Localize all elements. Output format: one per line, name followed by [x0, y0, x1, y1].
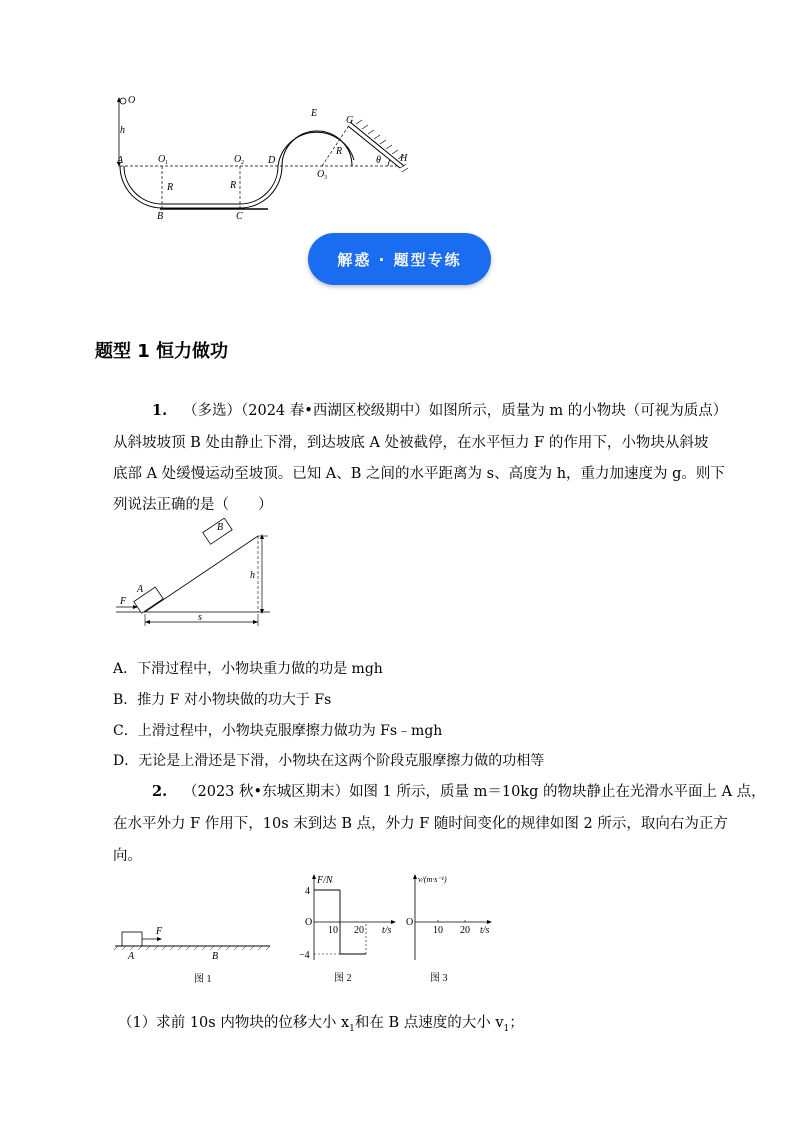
fig2-xtick-20: 20 — [354, 925, 364, 936]
q1-line4: 列说法正确的是（ ） — [113, 497, 273, 513]
q2-number: 2. — [152, 783, 168, 800]
incline-figure — [110, 518, 290, 633]
label-o1: O — [158, 154, 166, 165]
label-h-end: H — [400, 153, 408, 164]
fig3-caption: 图 3 — [430, 973, 448, 984]
fig2-caption: 图 2 — [334, 973, 352, 984]
q1-number: 1. — [152, 402, 168, 419]
fig1-label-b: B — [212, 951, 219, 962]
ball-o — [120, 98, 126, 104]
fig2-ylabel: F/N — [317, 875, 333, 886]
incline-label-h: h — [250, 570, 255, 581]
fig2-xlabel: t/s — [382, 925, 392, 936]
q2-sub1 — [118, 1016, 524, 1034]
label-o2: O — [234, 154, 242, 165]
q1-line2: 从斜坡坡顶 B 处由静止下滑，到达坡底 A 处被截停，在水平恒力 F 的作用下，小物块从斜坡 — [113, 435, 709, 451]
label-r1: R — [167, 182, 174, 193]
figure-1 — [110, 920, 280, 990]
svg-text:2: 2 — [241, 160, 244, 166]
incline-label-b: B — [217, 522, 224, 533]
fig2-xtick-10: 10 — [328, 925, 338, 936]
label-h: h — [120, 125, 125, 136]
incline-label-a: A — [137, 584, 144, 595]
section-title: 题型 1 恒力做功 — [95, 341, 229, 362]
svg-text:1: 1 — [165, 160, 168, 166]
fig2-origin: O — [305, 917, 313, 928]
label-theta: θ — [376, 155, 381, 166]
q2-sub1-x-sub: 1 — [349, 1023, 355, 1034]
svg-text:3: 3 — [324, 175, 327, 181]
fig2-ytick-pos: 4 — [305, 886, 310, 897]
fig3-ylabel: v/(m·s⁻¹) — [418, 875, 447, 884]
fig1-caption: 图 1 — [194, 974, 212, 985]
label-o3: O — [317, 169, 325, 180]
q2-line2: 在水平外力 F 作用下，10s 末到达 B 点，外力 F 随时间变化的规律如图 2 所示，取向右为正方 — [113, 816, 728, 832]
fig3-xlabel: t/s — [480, 925, 490, 936]
q2-sub1-mid: 和在 B 点速度的大小 v — [354, 1015, 504, 1031]
label-o: O — [128, 95, 136, 106]
fig1-label-a: A — [128, 951, 135, 962]
fig3-xtick-10: 10 — [433, 925, 443, 936]
q1-option-a: A．下滑过程中，小物块重力做的功是 mgh — [113, 661, 383, 677]
incline-label-s: s — [198, 612, 202, 623]
incline-label-f: F — [120, 596, 127, 607]
fig3-origin: O — [406, 917, 414, 928]
q2-sub1-v-sub: 1 — [503, 1023, 510, 1034]
q2-line3: 向。 — [113, 848, 142, 864]
q1-line1: （多选）（2024 春•西湖区校级期中）如图所示，质量为 m 的小物块（可视为质点） — [183, 403, 728, 419]
q1-line3: 底部 A 处缓慢运动至坡顶。已知 A、B 之间的水平距离为 s、高度为 h，重力加速度为 g。则下 — [113, 466, 725, 482]
track-figure — [100, 90, 420, 220]
q2-line1: （2023 秋•东城区期末）如图 1 所示，质量 m＝10kg 的物块静止在光滑水平面上 A 点， — [183, 784, 766, 800]
q1-option-d: D．无论是上滑还是下滑，小物块在这两个阶段克服摩擦力做的功相等 — [113, 753, 545, 769]
label-d: D — [268, 155, 276, 166]
label-a: A — [117, 155, 124, 166]
q2-sub1-pre: （1）求前 10s 内物块的位移大小 x — [118, 1015, 350, 1031]
fig1-label-f: F — [156, 926, 163, 937]
section-banner: 解惑 · 题型专练 — [308, 233, 491, 285]
fig2-ytick-neg: −4 — [299, 950, 310, 961]
label-r3: R — [336, 146, 343, 157]
label-g: G — [346, 115, 354, 126]
q2-sub1-post: ； — [509, 1015, 524, 1031]
fig3-xtick-20: 20 — [460, 925, 470, 936]
figure-3 — [400, 870, 510, 990]
q1-option-b: B．推力 F 对小物块做的功大于 Fs — [113, 692, 332, 708]
label-r2: R — [230, 180, 237, 191]
label-c: C — [236, 211, 243, 220]
label-e: E — [311, 108, 318, 119]
q1-option-c: C．上滑过程中，小物块克服摩擦力做功为 Fs﹣mgh — [113, 723, 443, 739]
figure-2-chart — [296, 870, 406, 990]
label-b: B — [157, 211, 164, 220]
